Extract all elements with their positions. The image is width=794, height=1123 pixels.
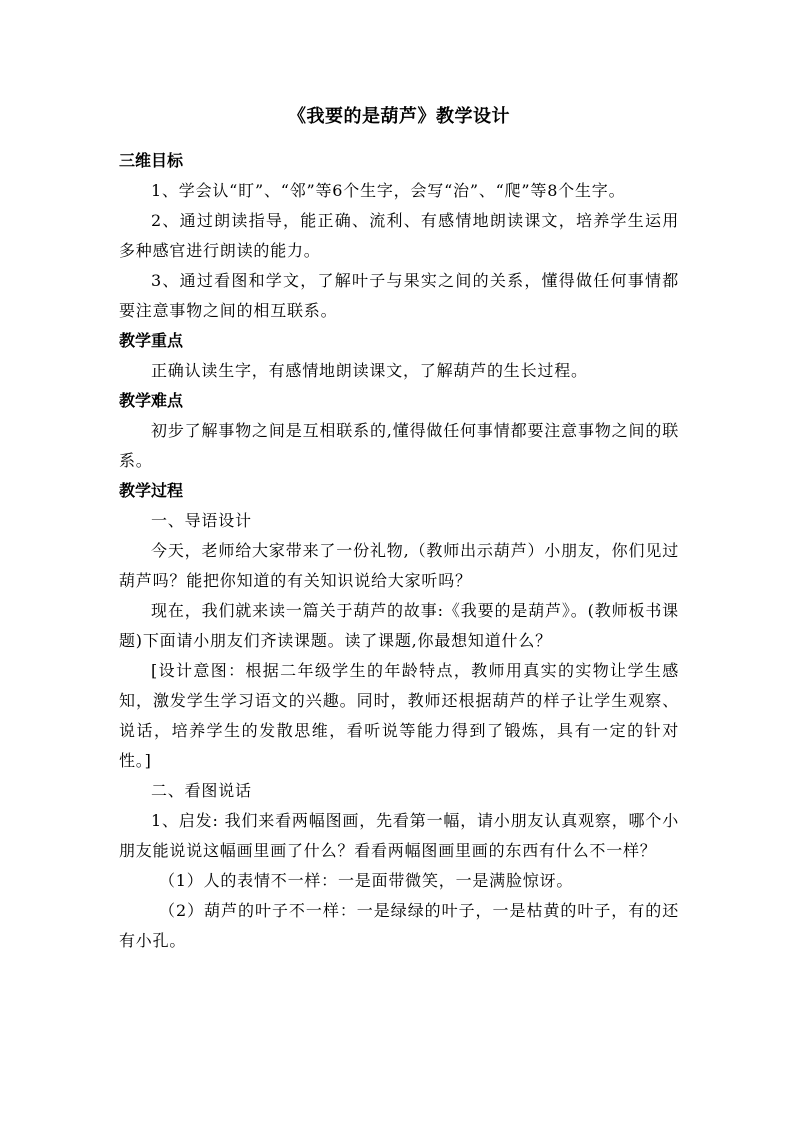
difficulty-text: 初步了解事物之间是互相联系的,懂得做任何事情都要注意事物之间的联系。	[119, 421, 679, 470]
objective-item: 3、通过看图和学文，了解叶子与果实之间的关系，懂得做任何事情都要注意事物之间的相互联系。	[119, 271, 679, 320]
document-title: 《我要的是葫芦》教学设计	[288, 106, 510, 127]
process-part1-paragraph: 今天，老师给大家带来了一份礼物,（教师出示葫芦）小朋友，你们见过葫芦吗？能把你知道的有关知识说给大家听吗？	[119, 541, 679, 590]
process-part2-item: （1）人的表情不一样：一是面带微笑，一是满脸惊讶。	[159, 871, 574, 890]
design-intent-note: [设计意图：根据二年级学生的年龄特点，教师用真实的实物让学生感知，激发学生学习语文的兴趣。同时，教师还根据葫芦的样子让学生观察、说话，培养学生的发散思维，看听说等能力得到了锻炼，具有一定的针对性。]	[119, 661, 679, 770]
process-part1-paragraph: 现在，我们就来读一篇关于葫芦的故事:《我要的是葫芦》。(教师板书课题)下面请小朋友们齐读课题。读了课题,你最想知道什么？	[119, 601, 679, 650]
process-part2-item: （2）葫芦的叶子不一样：一是绿绿的叶子，一是枯黄的叶子，有的还有小孔。	[119, 901, 679, 950]
process-heading: 教学过程	[119, 481, 184, 500]
document-body	[119, 100, 679, 956]
process-part2-title: 二、看图说话	[151, 781, 252, 800]
key-point-heading: 教学重点	[119, 331, 184, 350]
key-point-text: 正确认读生字，有感情地朗读课文，了解葫芦的生长过程。	[151, 361, 588, 380]
difficulty-heading: 教学难点	[119, 391, 184, 410]
objective-item: 2、通过朗读指导，能正确、流利、有感情地朗读课文，培养学生运用多种感官进行朗读的能力。	[119, 211, 679, 260]
process-part2-paragraph: 1、启发: 我们来看两幅图画，先看第一幅，请小朋友认真观察，哪个小朋友能说说这幅画里画了什么？看看两幅图画里画的东西有什么不一样？	[119, 811, 679, 860]
process-part1-title: 一、导语设计	[151, 511, 252, 530]
objective-item: 1、学会认“盯”、“邻”等6个生字，会写“治”、“爬”等8个生字。	[151, 181, 626, 200]
objectives-heading: 三维目标	[119, 151, 184, 170]
